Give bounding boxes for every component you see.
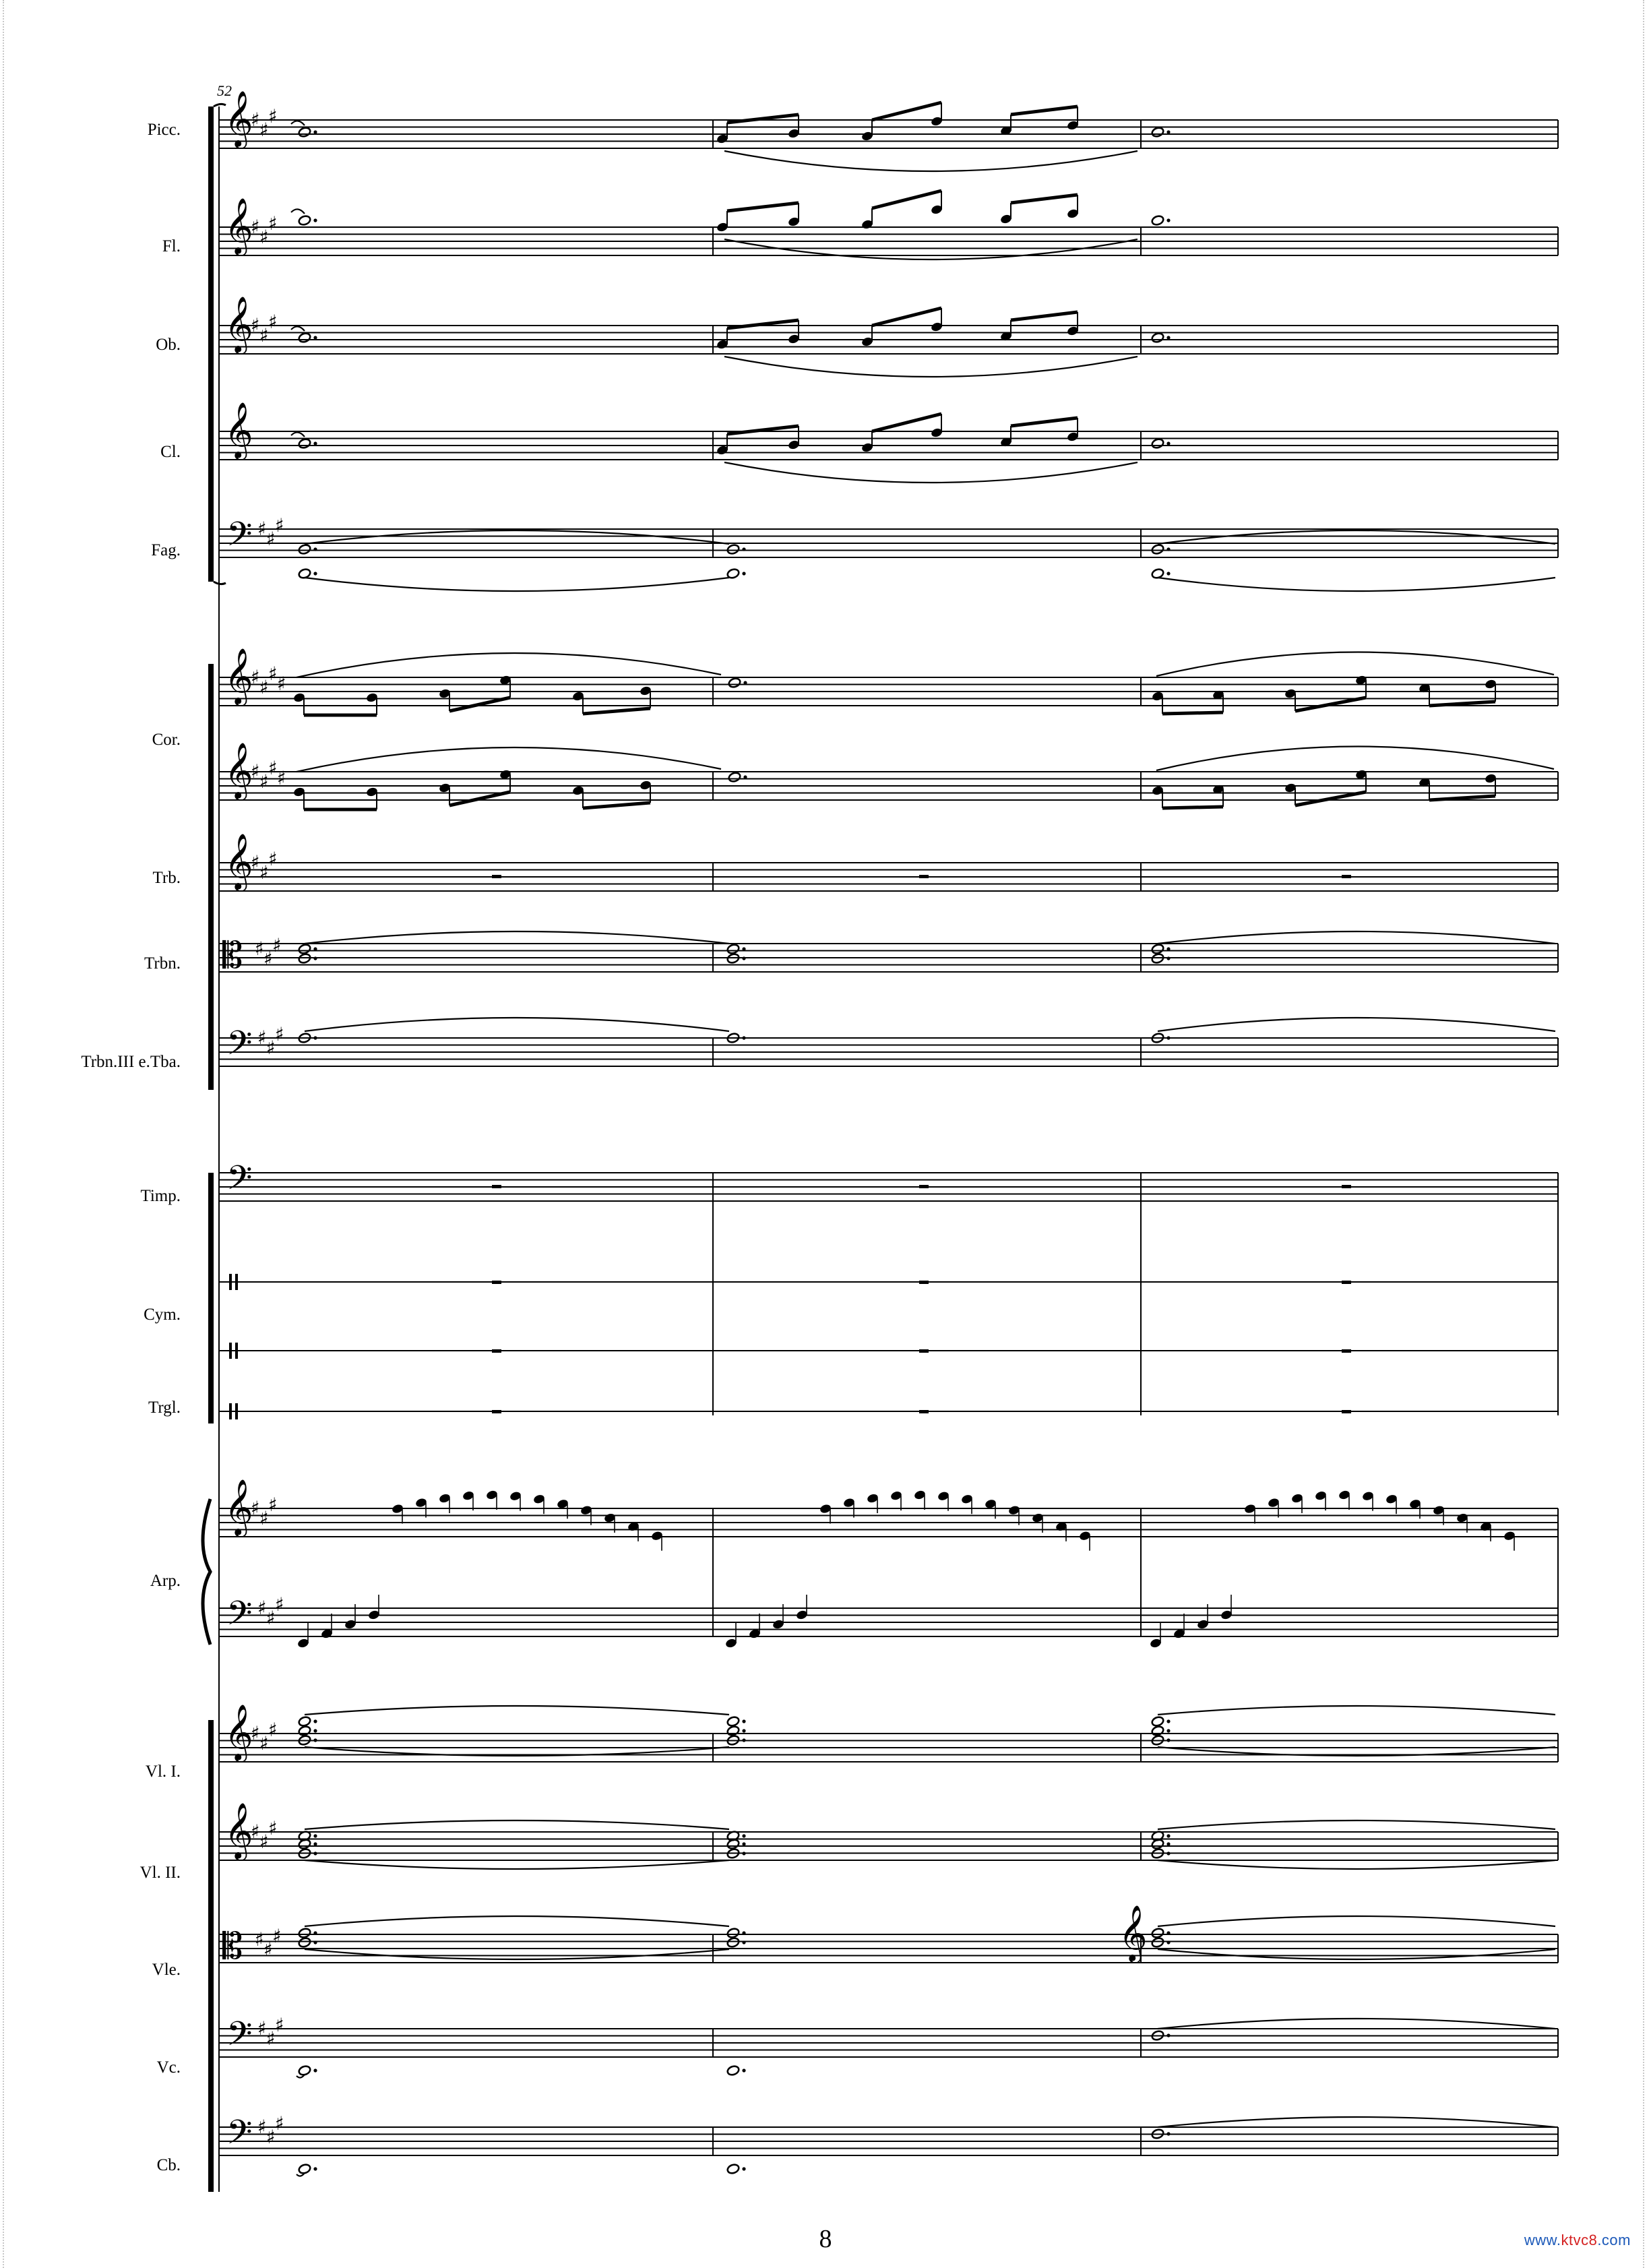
tie-vc — [1158, 2019, 1555, 2029]
tie-trbn — [1158, 931, 1555, 944]
key-sharp-tba: ♯ — [266, 1037, 276, 1059]
beam — [1162, 807, 1223, 808]
treble-clef-vl1: 𝄞 — [224, 1703, 253, 1760]
phrase-slur-fl — [724, 239, 1138, 259]
treble-clef-change-vle: 𝄞 — [1119, 1904, 1148, 1961]
treble-clef-vl2: 𝄞 — [224, 1802, 253, 1858]
tie-vle — [1158, 1916, 1555, 1926]
sustained-note-picc — [298, 126, 311, 137]
key-sharp-trbn: ♯ — [263, 948, 273, 970]
tie-fag — [305, 578, 729, 591]
percussion-clef — [235, 1403, 238, 1419]
measure-number: 52 — [217, 82, 232, 99]
tie-fag — [1158, 530, 1555, 544]
key-sharp-vle: ♯ — [255, 1928, 264, 1951]
beam — [872, 308, 941, 326]
instrument-label-tba: Trbn.III e.Tba. — [81, 1053, 181, 1071]
bass-clef-arp: 𝄢 — [226, 1594, 253, 1641]
key-sharp-cor: ♯ — [268, 663, 278, 685]
instrument-label-ob: Ob. — [156, 336, 181, 354]
staff-trb — [219, 863, 1558, 891]
augmentation-dot — [742, 2068, 745, 2072]
tie-cb — [1158, 2117, 1555, 2127]
augmentation-dot — [1166, 1851, 1170, 1855]
key-sharp-trb: ♯ — [251, 851, 260, 874]
augmentation-dot — [313, 336, 317, 339]
augmentation-dot — [313, 1834, 317, 1837]
alto-clef-vle: 𝄡 — [222, 1925, 243, 1967]
sustained-note-cl-m3 — [1151, 437, 1164, 449]
group-bracket-percussion — [208, 1173, 214, 1423]
augmentation-dot — [313, 130, 317, 133]
augmentation-dot — [313, 1729, 317, 1732]
treble-clef-picc: 𝄞 — [224, 90, 253, 146]
augmentation-dot — [742, 1851, 745, 1855]
augmentation-dot — [1166, 441, 1170, 445]
sustained-note-cor2 — [728, 771, 741, 783]
sustained-note-cl — [298, 437, 311, 449]
group-bracket-woodwinds — [208, 106, 214, 582]
tie-vle — [305, 1916, 729, 1926]
string-chord-note-vl1 — [1151, 1715, 1164, 1727]
whole-rest-trgl — [1342, 1410, 1351, 1413]
beam — [872, 102, 941, 120]
augmentation-dot — [742, 1729, 745, 1732]
key-sharp-vle: ♯ — [263, 1938, 273, 1961]
instrument-label-cym: Cym. — [144, 1306, 181, 1324]
key-sharp-vl2: ♯ — [268, 1817, 278, 1839]
augmentation-dot — [313, 1036, 317, 1039]
tie-vl2 — [305, 1860, 729, 1869]
staff-vl1 — [219, 1734, 1558, 1762]
tie-tba — [1158, 1018, 1555, 1031]
percussion-clef — [229, 1274, 232, 1290]
treble-clef-ob: 𝄞 — [224, 295, 253, 352]
sustained-note-fag — [726, 543, 740, 555]
augmentation-dot — [742, 547, 745, 551]
key-sharp-arp: ♯ — [268, 1494, 278, 1516]
augmentation-dot — [313, 956, 317, 960]
sustained-note-trbn — [726, 943, 740, 954]
treble-clef-trb: 𝄞 — [224, 832, 253, 889]
augmentation-dot — [313, 547, 317, 551]
beam — [727, 115, 799, 123]
key-sharp-cb: ♯ — [257, 2116, 267, 2138]
bass-clef-fag: 𝄢 — [226, 515, 253, 562]
key-sharp-vl2: ♯ — [251, 1820, 260, 1843]
staff-fl — [219, 227, 1558, 255]
sustained-note-fag — [1151, 543, 1164, 555]
whole-rest-timp — [919, 1185, 929, 1188]
key-sharp-cor2: ♯ — [251, 760, 260, 783]
instrument-label-cl: Cl. — [160, 443, 181, 461]
key-sharp-cor2: ♯ — [268, 757, 278, 779]
sustained-note-cb — [298, 2163, 311, 2174]
tie-fag — [305, 530, 729, 544]
string-chord-note-vl1 — [1151, 1725, 1164, 1736]
key-sharp-trb: ♯ — [268, 848, 278, 870]
augmentation-dot — [1166, 2132, 1170, 2135]
tie-vl2 — [305, 1820, 729, 1829]
augmentation-dot — [1166, 572, 1170, 575]
string-chord-note-vl1 — [726, 1725, 740, 1736]
tie-vl2 — [1158, 1860, 1555, 1869]
tie-ob — [291, 326, 305, 331]
augmentation-dot — [1166, 1729, 1170, 1732]
augmentation-dot — [313, 1851, 317, 1855]
string-chord-note-vl1 — [298, 1725, 311, 1736]
augmentation-dot — [313, 1738, 317, 1742]
instrument-label-vc: Vc. — [156, 2058, 181, 2077]
staff-vc — [219, 2029, 1558, 2057]
whole-rest-trgl — [919, 1410, 929, 1413]
key-sharp-tba: ♯ — [257, 1026, 267, 1049]
augmentation-dot — [742, 572, 745, 575]
augmentation-dot — [1166, 956, 1170, 960]
key-sharp-ob: ♯ — [251, 314, 260, 336]
tie-cl — [291, 432, 305, 437]
whole-rest-cym2 — [919, 1349, 929, 1353]
harp-brace — [203, 1499, 210, 1645]
treble-clef-fl: 𝄞 — [224, 197, 253, 253]
bass-clef-cb: 𝄢 — [226, 2113, 253, 2160]
tie-tba — [305, 1018, 729, 1031]
augmentation-dot — [313, 1842, 317, 1845]
augmentation-dot — [743, 775, 747, 778]
key-sharp-arp: ♯ — [259, 1507, 269, 1529]
staff-vl2 — [219, 1832, 1558, 1860]
beam — [727, 320, 799, 328]
staff-picc — [219, 120, 1558, 148]
key-sharp-arp: ♯ — [251, 1497, 260, 1519]
key-sharp-picc: ♯ — [268, 105, 278, 127]
augmentation-dot — [313, 1719, 317, 1723]
key-sharp-vc: ♯ — [266, 2027, 276, 2050]
augmentation-dot — [313, 441, 317, 445]
augmentation-dot — [313, 1931, 317, 1934]
instrument-label-vl2: Vl. II. — [139, 1864, 181, 1882]
phrase-slur-cor-m3 — [1156, 652, 1554, 676]
key-sharp-vl1: ♯ — [251, 1722, 260, 1744]
augmentation-dot — [742, 1719, 745, 1723]
instrument-label-cb: Cb. — [156, 2156, 181, 2174]
beam — [583, 803, 650, 808]
sustained-note-cor — [728, 677, 741, 688]
treble-clef-cor: 𝄞 — [224, 647, 253, 704]
augmentation-dot — [742, 1738, 745, 1742]
staff-cl — [219, 431, 1558, 460]
staff-arp-treble — [219, 1508, 1558, 1537]
phrase-slur-cor — [297, 653, 721, 677]
augmentation-dot — [313, 2068, 317, 2072]
augmentation-dot — [742, 1834, 745, 1837]
staff-cb — [219, 2127, 1558, 2155]
alto-clef-trbn: 𝄡 — [222, 934, 243, 977]
instrument-label-trgl: Trgl. — [148, 1399, 181, 1417]
staff-trbn — [219, 944, 1558, 972]
beam — [727, 203, 799, 211]
beam — [1011, 418, 1078, 426]
augmentation-dot — [742, 1036, 745, 1039]
treble-clef-cl: 𝄞 — [224, 401, 253, 458]
key-sharp-ob: ♯ — [259, 324, 269, 346]
phrase-slur-cor2 — [297, 747, 721, 772]
augmentation-dot — [1166, 947, 1170, 950]
key-sharp-trbn: ♯ — [272, 934, 282, 956]
beam — [449, 792, 510, 805]
treble-clef-arp: 𝄞 — [224, 1478, 253, 1535]
augmentation-dot — [1166, 1738, 1170, 1742]
string-chord-note-vle — [1151, 1927, 1164, 1938]
sustained-note-ob — [298, 332, 311, 343]
watermark: www.ktvc8.com — [1524, 2232, 1631, 2248]
sustained-note-ob-m3 — [1151, 332, 1164, 343]
whole-rest-trb — [1342, 875, 1351, 878]
percussion-clef — [235, 1274, 238, 1290]
phrase-slur-cl — [724, 462, 1138, 483]
augmentation-dot — [1166, 1842, 1170, 1845]
key-sharp-fag: ♯ — [275, 514, 284, 537]
instrument-label-trb: Trb. — [152, 869, 181, 887]
tie-vl1 — [1158, 1706, 1555, 1715]
augmentation-dot — [742, 1940, 745, 1944]
whole-rest-timp — [492, 1185, 501, 1188]
augmentation-dot — [313, 218, 317, 222]
augmentation-dot — [742, 947, 745, 950]
string-chord-note-vle — [1151, 1936, 1164, 1948]
page-number: 8 — [819, 2225, 832, 2253]
string-chord-note-vl1 — [726, 1715, 740, 1727]
tie-vl1 — [305, 1706, 729, 1715]
phrase-slur-picc — [724, 151, 1138, 171]
sustained-note-cb — [726, 2163, 740, 2174]
key-sharp-vl2: ♯ — [259, 1831, 269, 1853]
instrument-label-picc: Picc. — [147, 121, 181, 139]
key-sharp-cb: ♯ — [266, 2126, 276, 2148]
string-chord-note-vle — [726, 1936, 740, 1948]
key-sharp-fl: ♯ — [251, 216, 260, 238]
key-sharp-arp: ♯ — [275, 1593, 284, 1616]
sustained-note-picc-m3 — [1151, 126, 1164, 137]
key-sharp-fl: ♯ — [259, 226, 269, 248]
augmentation-dot — [313, 572, 317, 575]
key-sharp-fl: ♯ — [268, 212, 278, 235]
phrase-slur-ob — [724, 357, 1138, 377]
key-sharp-cor: ♯ — [251, 666, 260, 688]
staff-timp — [219, 1173, 1558, 1201]
string-chord-note-vle — [726, 1927, 740, 1938]
key-sharp-arp: ♯ — [257, 1597, 267, 1619]
augmentation-dot — [1166, 1036, 1170, 1039]
instrument-label-vle: Vle. — [152, 1961, 181, 1979]
sustained-note-fl-m3 — [1151, 214, 1164, 226]
augmentation-dot — [742, 1931, 745, 1934]
whole-rest-trgl — [492, 1410, 501, 1413]
whole-rest-timp — [1342, 1185, 1351, 1188]
tie-vl2 — [1158, 1820, 1555, 1829]
string-chord-note-vle — [298, 1927, 311, 1938]
beam — [727, 426, 799, 434]
staff-vle — [219, 1934, 1558, 1963]
sustained-note-fl — [298, 214, 311, 226]
staff-ob — [219, 326, 1558, 354]
key-sharp-fag: ♯ — [257, 518, 267, 540]
key-sharp-trb: ♯ — [259, 861, 269, 884]
key-sharp-vle: ♯ — [272, 1925, 282, 1947]
percussion-clef — [229, 1343, 232, 1359]
key-sharp-cor2: ♯ — [277, 767, 286, 789]
tie-fag — [1158, 578, 1555, 591]
key-sharp-arp: ♯ — [266, 1607, 276, 1629]
treble-clef-cor2: 𝄞 — [224, 741, 253, 798]
augmentation-dot — [1166, 336, 1170, 339]
staff-tba — [219, 1038, 1558, 1066]
instrument-label-arp: Arp. — [150, 1572, 181, 1590]
beam — [583, 708, 650, 714]
augmentation-dot — [313, 2167, 317, 2170]
augmentation-dot — [1166, 130, 1170, 133]
group-bracket-strings — [208, 1720, 214, 2192]
whole-rest-cym2 — [492, 1349, 501, 1353]
whole-rest-cym2 — [1342, 1349, 1351, 1353]
augmentation-dot — [313, 947, 317, 950]
bass-clef-vc: 𝄢 — [226, 2015, 253, 2062]
whole-rest-trb — [919, 875, 929, 878]
key-sharp-cb: ♯ — [275, 2112, 284, 2135]
sustained-note-vc — [298, 2064, 311, 2076]
percussion-clef — [235, 1343, 238, 1359]
bass-clef-tba: 𝄢 — [226, 1024, 253, 1071]
augmentation-dot — [1166, 1719, 1170, 1723]
augmentation-dot — [1166, 218, 1170, 222]
instrument-label-cor: Cor. — [152, 731, 181, 749]
whole-rest-cym — [919, 1281, 929, 1284]
augmentation-dot — [1166, 1931, 1170, 1934]
whole-rest-trb — [492, 875, 501, 878]
augmentation-dot — [1166, 547, 1170, 551]
beam — [1011, 106, 1078, 115]
augmentation-dot — [1166, 2033, 1170, 2037]
group-bracket-brass — [208, 664, 214, 1090]
augmentation-dot — [742, 956, 745, 960]
key-sharp-cor2: ♯ — [259, 770, 269, 793]
key-sharp-tba: ♯ — [275, 1023, 284, 1045]
beam — [1162, 712, 1223, 714]
key-sharp-ob: ♯ — [268, 311, 278, 333]
tie-trbn — [305, 931, 729, 944]
beam — [1011, 195, 1078, 203]
instrument-label-vl1: Vl. I. — [145, 1763, 181, 1781]
key-sharp-picc: ♯ — [259, 119, 269, 141]
instrument-label-fl: Fl. — [162, 237, 181, 255]
beam — [449, 698, 510, 711]
staff-arp-bass — [219, 1608, 1558, 1636]
tie-vle — [1158, 1949, 1555, 1959]
beam — [872, 414, 941, 431]
whole-rest-cym — [1342, 1281, 1351, 1284]
beam — [1011, 312, 1078, 320]
key-sharp-cor: ♯ — [277, 673, 286, 695]
tie-vle — [305, 1949, 729, 1959]
sustained-note-fag — [298, 543, 311, 555]
string-chord-note-vle — [298, 1936, 311, 1948]
augmentation-dot — [313, 1940, 317, 1944]
key-sharp-vc: ♯ — [275, 2014, 284, 2036]
sustained-note-trbn — [1151, 943, 1164, 954]
instrument-label-trbn: Trbn. — [144, 954, 181, 973]
percussion-clef — [229, 1403, 232, 1419]
augmentation-dot — [743, 681, 747, 684]
sustained-note-trbn — [298, 943, 311, 954]
beam — [1295, 792, 1366, 805]
key-sharp-vl1: ♯ — [268, 1719, 278, 1741]
tie-fl — [291, 209, 305, 214]
augmentation-dot — [742, 1842, 745, 1845]
key-sharp-fag: ♯ — [266, 528, 276, 550]
augmentation-dot — [1166, 1940, 1170, 1944]
beam — [872, 191, 941, 208]
instrument-label-fag: Fag. — [151, 541, 181, 559]
beam — [1295, 698, 1366, 711]
sustained-note-vc — [726, 2064, 740, 2076]
string-chord-note-vl1 — [298, 1715, 311, 1727]
instrument-label-timp: Timp. — [140, 1187, 181, 1205]
augmentation-dot — [742, 2167, 745, 2170]
tie-picc — [291, 121, 305, 125]
bass-clef-timp: 𝄢 — [226, 1159, 253, 1206]
key-sharp-trbn: ♯ — [255, 938, 264, 960]
whole-rest-cym — [492, 1281, 501, 1284]
key-sharp-cor: ♯ — [259, 676, 269, 698]
augmentation-dot — [1166, 1834, 1170, 1837]
key-sharp-vl1: ♯ — [259, 1732, 269, 1754]
key-sharp-picc: ♯ — [251, 109, 260, 131]
key-sharp-vc: ♯ — [257, 2017, 267, 2040]
phrase-slur-cor2-m3 — [1156, 746, 1554, 770]
